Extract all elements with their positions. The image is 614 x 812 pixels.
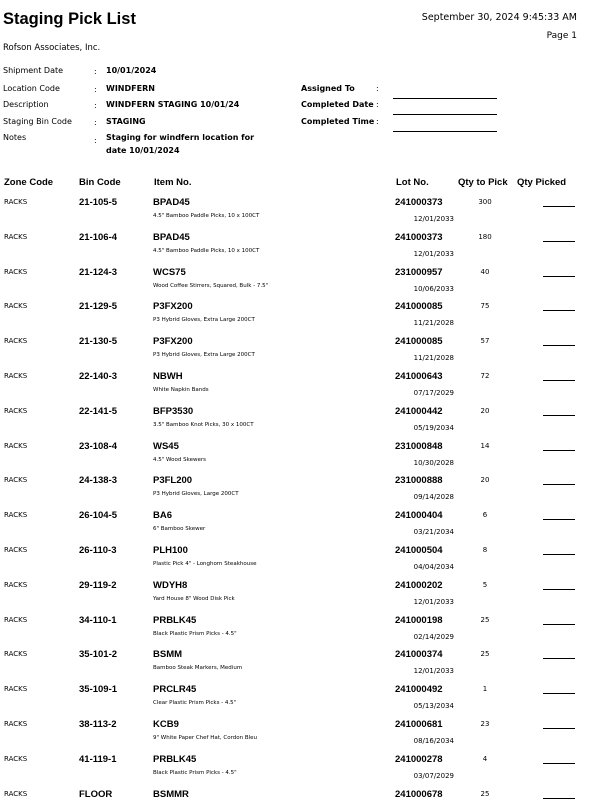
bin-code: 26-110-3	[79, 545, 117, 556]
lot-expiry-date: 12/01/2033	[413, 597, 454, 606]
lot-number: 241000374	[395, 649, 443, 661]
qty-to-pick: 72	[480, 372, 490, 380]
lot-number: 231000957	[395, 266, 443, 278]
lot-expiry-date: 08/16/2034	[413, 737, 454, 745]
colon: :	[376, 117, 379, 126]
lot-number: 241000404	[395, 510, 443, 522]
report-title: Staging Pick List	[3, 10, 136, 28]
qty-to-pick: 4	[482, 754, 488, 763]
completed-date-label: Completed Date	[301, 100, 374, 109]
colon: :	[94, 85, 97, 94]
lot-expiry-date: 02/14/2029	[413, 632, 454, 641]
company-name: Rofson Associates, Inc.	[3, 43, 101, 53]
qty-picked-blank	[543, 450, 575, 451]
shipment-date-label: Shipment Date	[3, 66, 64, 75]
colon: :	[376, 100, 379, 109]
lot-number: 241000492	[395, 684, 443, 696]
lot-number: 241000085	[395, 301, 443, 313]
item-number: P3FL200	[153, 475, 193, 487]
bin-code: 35-101-2	[79, 649, 118, 661]
qty-to-pick: 20	[480, 476, 490, 485]
notes-line-2: date 10/01/2024	[106, 146, 180, 155]
item-description: Black Plastic Prism Picks - 4.5"	[153, 630, 237, 637]
item-number: KCB9	[153, 719, 179, 730]
lot-number: 241000681	[395, 719, 443, 730]
item-description: 9" White Paper Chef Hat, Cordon Bleu	[153, 735, 258, 741]
qty-picked-blank	[543, 310, 575, 311]
qty-to-pick: 8	[482, 546, 488, 554]
zone-code: RACKS	[4, 580, 28, 589]
bin-code: 24-138-3	[79, 475, 118, 487]
zone-code: RACKS	[4, 337, 28, 346]
lot-number: 241000643	[395, 371, 443, 382]
qty-to-pick: 25	[480, 615, 490, 624]
qty-to-pick: 75	[480, 302, 490, 311]
lot-expiry-date: 12/01/2033	[413, 215, 454, 223]
lot-expiry-date: 03/21/2034	[413, 528, 454, 537]
lot-number: 241000085	[395, 336, 443, 348]
item-description: 4.5" Bamboo Paddle Picks, 10 x 100CT	[153, 213, 260, 219]
qty-to-pick: 23	[480, 720, 490, 728]
lot-expiry-date: 11/21/2028	[413, 354, 454, 363]
item-description: P3 Hybrid Gloves, Extra Large 200CT	[153, 352, 255, 359]
bin-code: 38-113-2	[79, 719, 117, 730]
zone-code: RACKS	[4, 650, 28, 659]
qty-picked-blank	[543, 798, 575, 799]
item-number: BPAD45	[153, 231, 190, 243]
zone-code: RACKS	[4, 754, 28, 763]
item-number: PRBLK45	[153, 753, 197, 765]
lot-expiry-date: 12/01/2033	[413, 249, 454, 258]
zone-code: RACKS	[4, 720, 28, 728]
lot-expiry-date: 09/14/2028	[413, 493, 454, 502]
lot-number: 241000278	[395, 753, 443, 765]
item-description: Clear Plastic Prism Picks - 4.5"	[153, 700, 237, 707]
completed-time-label: Completed Time	[301, 117, 375, 126]
lot-number: 231000848	[395, 440, 443, 452]
item-number: PRBLK45	[153, 614, 197, 626]
colon: :	[94, 101, 97, 110]
zone-code: RACKS	[4, 685, 28, 694]
qty-picked-blank	[543, 484, 575, 485]
qty-to-pick: 180	[478, 232, 492, 241]
lot-number: 241000504	[395, 545, 443, 556]
item-description: Black Plastic Prism Picks - 4.5"	[153, 769, 237, 776]
qty-picked-blank	[543, 658, 575, 659]
bin-code: 26-104-5	[79, 510, 118, 522]
bin-code: 22-141-5	[79, 405, 118, 417]
description-value: WINDFERN STAGING 10/01/24	[106, 100, 240, 109]
bin-code: 21-130-5	[79, 336, 118, 348]
zone-code: RACKS	[4, 232, 28, 241]
column-header-bin: Bin Code	[79, 177, 121, 188]
bin-code: 21-105-5	[79, 197, 118, 208]
column-header-item: Item No.	[154, 177, 192, 188]
qty-to-pick: 14	[480, 441, 490, 450]
zone-code: RACKS	[4, 302, 28, 311]
item-number: PLH100	[153, 545, 188, 556]
lot-number: 241000202	[395, 579, 443, 591]
qty-picked-blank	[543, 624, 575, 625]
item-number: P3FX200	[153, 336, 193, 348]
location-code-label: Location Code	[3, 84, 60, 93]
item-description: P3 Hybrid Gloves, Large 200CT	[153, 491, 239, 498]
item-description: Plastic Pick 4" - Longhorn Steakhouse	[153, 561, 257, 567]
shipment-date-value: 10/01/2024	[106, 66, 157, 75]
lot-number: 241000442	[395, 405, 443, 417]
bin-code: 34-110-1	[79, 614, 117, 626]
lot-number: 241000373	[395, 231, 443, 243]
bin-code: 21-106-4	[79, 231, 118, 243]
lot-expiry-date: 10/06/2033	[413, 284, 454, 293]
qty-to-pick: 25	[480, 789, 490, 798]
lot-expiry-date: 05/13/2034	[413, 702, 454, 711]
staging-bin-value: STAGING	[106, 117, 146, 126]
zone-code: RACKS	[4, 789, 28, 798]
colon: :	[94, 136, 97, 145]
qty-picked-blank	[543, 345, 575, 346]
qty-picked-blank	[543, 415, 575, 416]
completed-time-blank	[393, 117, 497, 136]
qty-picked-blank	[543, 519, 575, 520]
bin-code: 29-119-2	[79, 579, 117, 591]
qty-picked-blank	[543, 276, 575, 277]
item-number: PRCLR45	[153, 684, 197, 696]
item-number: BPAD45	[153, 197, 190, 208]
column-header-qty-picked: Qty Picked	[517, 177, 567, 188]
bin-code: 21-129-5	[79, 301, 118, 313]
colon: :	[94, 67, 97, 76]
lot-number: 241000678	[395, 788, 443, 800]
bin-code: 22-140-3	[79, 371, 118, 382]
qty-picked-blank	[543, 206, 575, 207]
item-number: WS45	[153, 440, 179, 452]
column-header-zone: Zone Code	[4, 177, 54, 188]
zone-code: RACKS	[4, 546, 28, 554]
item-description: Wood Coffee Stirrers, Squared, Bulk - 7.5"	[153, 282, 269, 289]
bin-code: 41-119-1	[79, 753, 117, 765]
location-code-value: WINDFERN	[106, 84, 155, 93]
item-number: WDYH8	[153, 579, 188, 591]
description-label: Description	[3, 100, 49, 109]
qty-to-pick: 1	[482, 685, 488, 694]
qty-picked-blank	[543, 380, 575, 381]
qty-to-pick: 25	[480, 650, 490, 659]
zone-code: RACKS	[4, 198, 28, 206]
lot-expiry-date: 07/17/2029	[413, 389, 454, 397]
item-number: BSMMR	[153, 788, 189, 800]
qty-to-pick: 20	[480, 406, 490, 415]
lot-expiry-date: 11/21/2028	[413, 319, 454, 328]
bin-code: 35-109-1	[79, 684, 118, 696]
lot-number: 241000198	[395, 614, 443, 626]
lot-expiry-date: 10/30/2028	[413, 458, 454, 467]
qty-picked-blank	[543, 693, 575, 694]
qty-to-pick: 300	[478, 198, 492, 206]
assigned-to-label: Assigned To	[301, 84, 355, 93]
colon: :	[376, 84, 379, 93]
item-description: 4.5" Wood Skewers	[153, 456, 206, 463]
lot-expiry-date: 12/01/2033	[413, 667, 454, 676]
zone-code: RACKS	[4, 615, 28, 624]
zone-code: RACKS	[4, 441, 28, 450]
item-description: Yard House 8" Wood Disk Pick	[153, 595, 235, 602]
item-number: BSMM	[153, 649, 183, 661]
column-header-qty-to-pick: Qty to Pick	[458, 177, 508, 188]
bin-code: 21-124-3	[79, 266, 118, 278]
bin-code: FLOOR	[79, 788, 113, 800]
qty-picked-blank	[543, 241, 575, 242]
qty-picked-blank	[543, 589, 575, 590]
bin-code: 23-108-4	[79, 440, 118, 452]
item-description: 4.5" Bamboo Paddle Picks, 10 x 100CT	[153, 247, 260, 254]
item-description: 3.5" Bamboo Knot Picks, 30 x 100CT	[153, 421, 254, 428]
zone-code: RACKS	[4, 511, 28, 520]
item-description: P3 Hybrid Gloves, Extra Large 200CT	[153, 317, 255, 324]
staging-bin-label: Staging Bin Code	[3, 117, 72, 126]
zone-code: RACKS	[4, 267, 28, 276]
item-description: Bamboo Steak Markers, Medium	[153, 665, 243, 672]
qty-to-pick: 5	[482, 580, 488, 589]
qty-picked-blank	[543, 728, 575, 729]
column-header-lot: Lot No.	[396, 177, 429, 188]
qty-picked-blank	[543, 763, 575, 764]
item-number: WCS75	[153, 266, 186, 278]
qty-picked-blank	[543, 554, 575, 555]
colon: :	[94, 118, 97, 127]
lot-expiry-date: 05/19/2034	[413, 423, 454, 432]
notes-label: Notes	[3, 133, 27, 142]
lot-expiry-date: 03/07/2029	[413, 771, 454, 780]
item-number: BA6	[153, 510, 173, 522]
item-description: White Napkin Bands	[153, 387, 209, 393]
qty-to-pick: 57	[480, 337, 490, 346]
qty-to-pick: 6	[482, 511, 488, 520]
zone-code: RACKS	[4, 372, 28, 380]
report-datetime: September 30, 2024 9:45:33 AM	[421, 12, 577, 23]
lot-number: 241000373	[395, 197, 443, 208]
lot-number: 231000888	[395, 475, 443, 487]
page-number: Page 1	[546, 31, 577, 41]
item-number: NBWH	[153, 371, 183, 382]
notes-line-1: Staging for windfern location for	[106, 133, 255, 142]
qty-to-pick: 40	[480, 267, 490, 276]
item-number: BFP3530	[153, 405, 194, 417]
item-number: P3FX200	[153, 301, 193, 313]
zone-code: RACKS	[4, 406, 28, 415]
lot-expiry-date: 04/04/2034	[413, 563, 454, 571]
zone-code: RACKS	[4, 476, 28, 485]
item-description: 6" Bamboo Skewer	[153, 526, 206, 533]
